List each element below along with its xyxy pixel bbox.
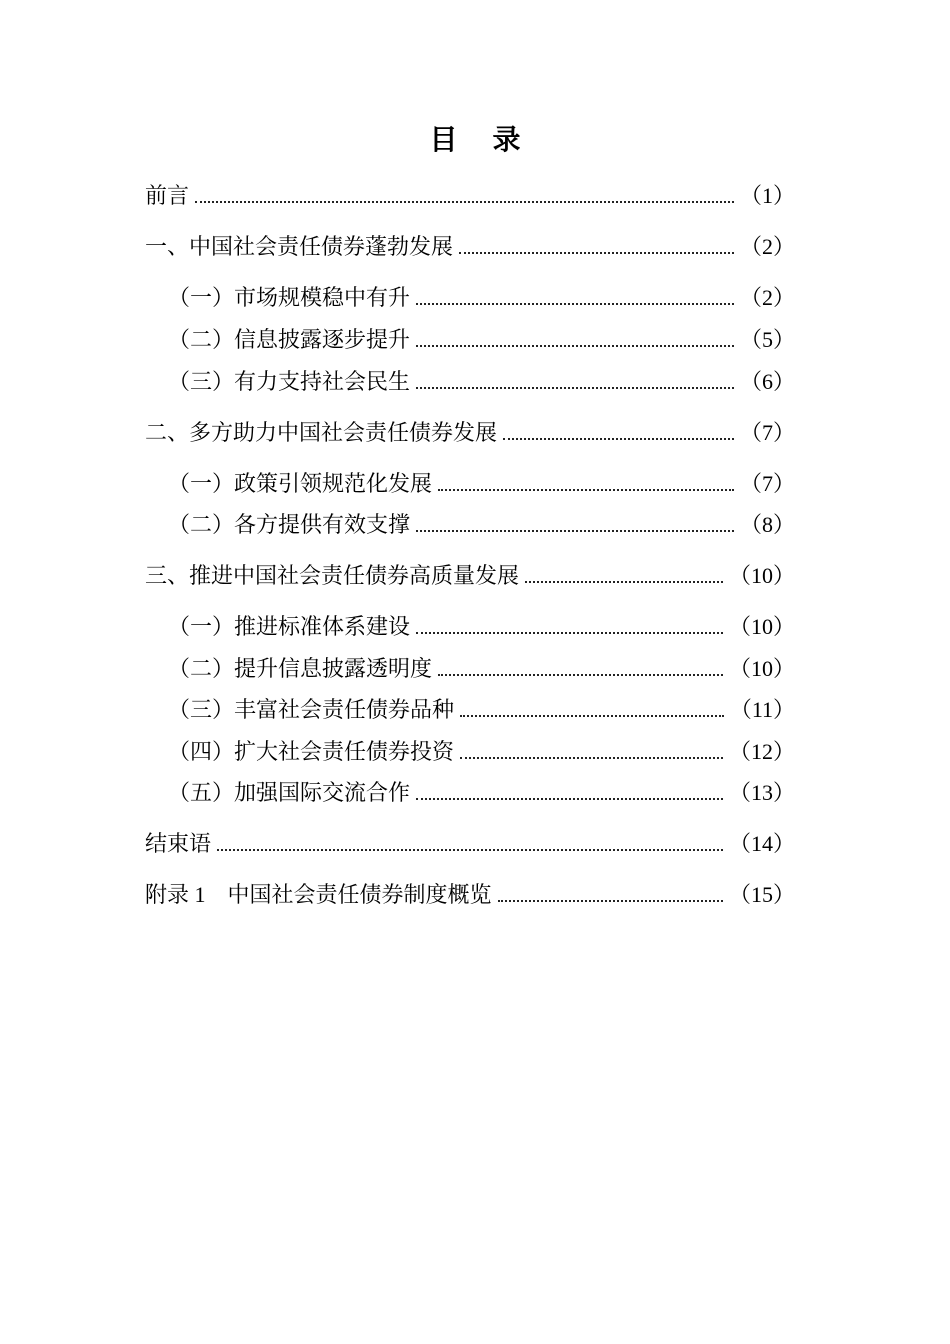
toc-entry-page: （10） — [728, 563, 795, 588]
toc-entry-label: （三）丰富社会责任债券品种 — [168, 697, 455, 722]
toc-entry-page: （10） — [728, 656, 795, 681]
toc-entry[interactable] — [145, 181, 795, 211]
toc-entry-label: 结束语 — [145, 831, 212, 856]
toc-entry-page: （8） — [739, 512, 795, 537]
dot-leader — [195, 201, 734, 203]
toc-entry[interactable] — [145, 418, 795, 448]
dot-leader — [525, 581, 723, 583]
toc-entry-page: （7） — [739, 471, 795, 496]
toc-entry-label: 附录 1 中国社会责任债券制度概览 — [145, 882, 492, 907]
toc-entry-page: （6） — [739, 369, 795, 394]
toc-entry-page: （15） — [728, 882, 795, 907]
toc-entry[interactable] — [168, 510, 795, 540]
toc-entry[interactable] — [168, 654, 795, 684]
dot-leader — [416, 530, 734, 532]
toc-entry[interactable] — [168, 325, 795, 355]
dot-leader — [438, 674, 723, 676]
toc-entry[interactable] — [145, 232, 795, 262]
toc-entry[interactable] — [145, 561, 795, 591]
dot-leader — [416, 345, 734, 347]
toc-entry-label: 三、推进中国社会责任债券高质量发展 — [145, 563, 520, 588]
dot-leader — [460, 715, 724, 717]
dot-leader — [217, 849, 723, 851]
page-title: 目 录 — [429, 125, 535, 156]
toc-entry-label: （一）推进标准体系建设 — [168, 614, 411, 639]
toc-entry-label: （一）政策引领规范化发展 — [168, 471, 433, 496]
toc-entry-label: （二）提升信息披露透明度 — [168, 656, 433, 681]
toc-entry-label: （二）信息披露逐步提升 — [168, 327, 411, 352]
dot-leader — [416, 303, 734, 305]
toc-entry-page: （14） — [728, 831, 795, 856]
dot-leader — [460, 757, 723, 759]
toc-entry-label: （二）各方提供有效支撑 — [168, 512, 411, 537]
toc-entry-page: （7） — [739, 420, 795, 445]
dot-leader — [416, 387, 734, 389]
toc-entry[interactable] — [168, 737, 795, 767]
toc-entry-page: （2） — [739, 285, 795, 310]
dot-leader — [416, 632, 723, 634]
toc-entry-label: （四）扩大社会责任债券投资 — [168, 739, 455, 764]
toc-entry-label: （三）有力支持社会民生 — [168, 369, 411, 394]
toc-entry[interactable] — [168, 283, 795, 313]
dot-leader — [459, 252, 734, 254]
toc-entry-label: （一）市场规模稳中有升 — [168, 285, 411, 310]
toc-entry-page: （1） — [739, 183, 795, 208]
toc-entry-page: （10） — [728, 614, 795, 639]
toc-entry-page: （5） — [739, 327, 795, 352]
toc-entry[interactable] — [168, 778, 795, 808]
toc-entry-label: 二、多方助力中国社会责任债券发展 — [145, 420, 498, 445]
toc-entry[interactable] — [145, 829, 795, 859]
toc-entry-label: （五）加强国际交流合作 — [168, 780, 411, 805]
toc-entry[interactable] — [168, 695, 795, 725]
toc-entry-label: 一、中国社会责任债券蓬勃发展 — [145, 234, 454, 259]
toc-entry-page: （2） — [739, 234, 795, 259]
toc-entry[interactable] — [168, 367, 795, 397]
dot-leader — [438, 489, 734, 491]
toc-entry-page: （13） — [728, 780, 795, 805]
toc-entry-page: （12） — [728, 739, 795, 764]
dot-leader — [503, 438, 734, 440]
toc-entry[interactable] — [168, 612, 795, 642]
toc-entry-label: 前言 — [145, 183, 190, 208]
toc-entry[interactable] — [168, 469, 795, 499]
dot-leader — [416, 798, 723, 800]
toc-entry-page: （11） — [729, 697, 795, 722]
toc-entry[interactable] — [145, 880, 795, 910]
dot-leader — [498, 900, 723, 902]
